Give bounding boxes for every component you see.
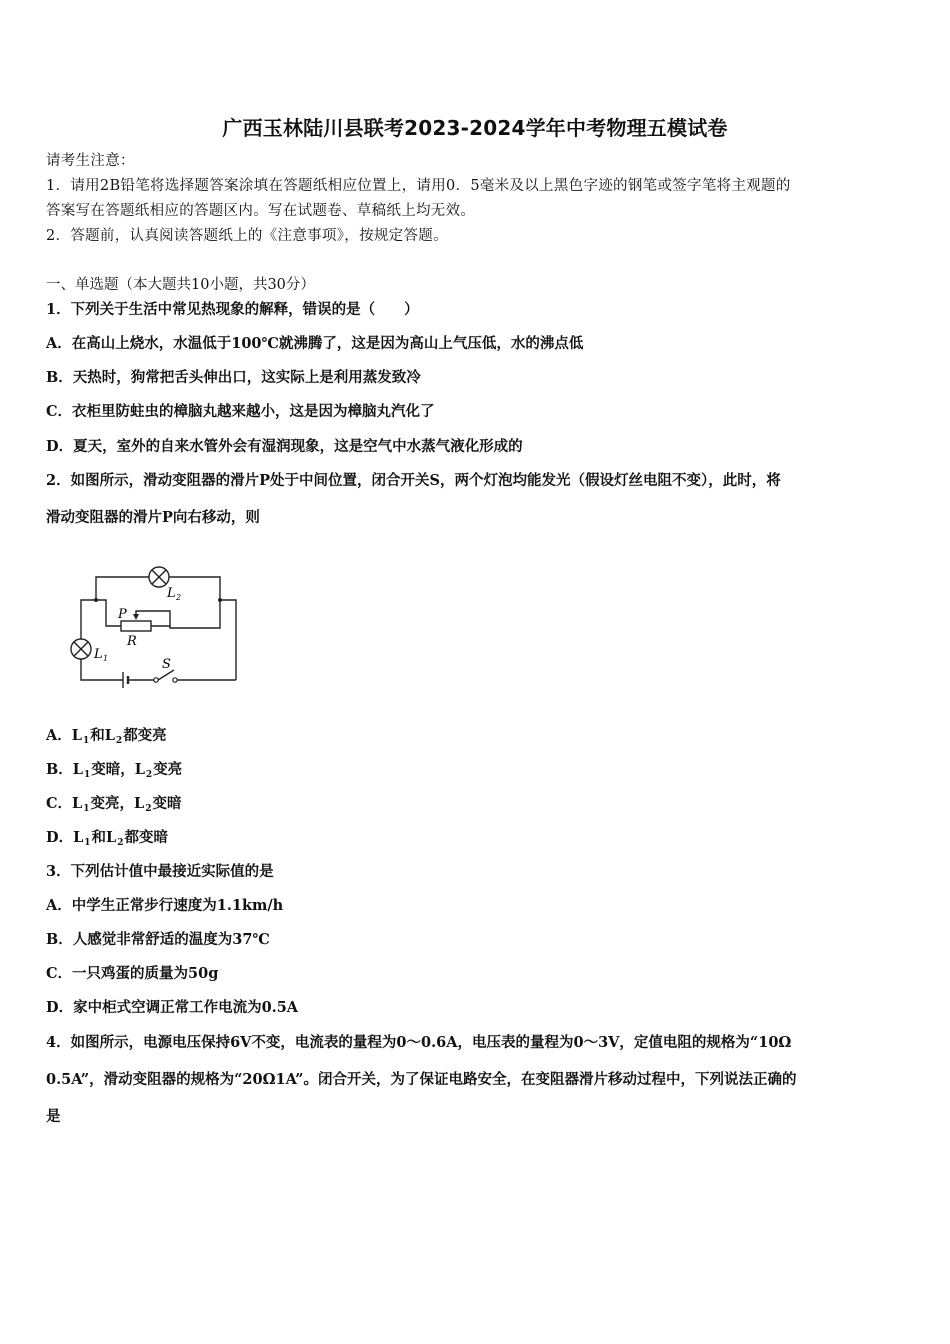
q3-option-b: B．人感觉非常舒适的温度为37℃ [46, 931, 270, 948]
q3-option-d: D．家中柜式空调正常工作电流为0.5A [46, 999, 299, 1016]
slider-arrow-icon [133, 614, 139, 620]
q1-option-a: A．在高山上烧水，水温低于100℃就沸腾了，这是因为高山上气压低，水的沸点低 [46, 335, 584, 352]
notice-line-1: 1．请用2B铅笔将选择题答案涂填在答题纸相应位置上，请用0．5毫米及以上黑色字迹的钢笔或签字笔将主观题的 [46, 178, 791, 194]
page-title: 广西玉林陆川县联考2023-2024学年中考物理五模试卷 [222, 116, 728, 140]
label-p: P [118, 607, 127, 622]
notice-heading: 请考生注意： [46, 153, 135, 169]
q2-option-a: A．$L_1$和$L_2$都变亮 [46, 727, 167, 746]
q3-stem: 3．下列估计值中最接近实际值的是 [46, 863, 274, 880]
q3-option-a: A．中学生正常步行速度为1.1km/h [46, 897, 284, 914]
q1-stem: 1．下列关于生活中常见热现象的解释，错误的是（ ） [46, 301, 419, 318]
q2-option-d: D．$L_1$和$L_2$都变暗 [46, 829, 169, 848]
rheostat-icon [121, 621, 151, 631]
label-r: R [127, 634, 137, 649]
q2-option-c: C．$L_1$变亮，$L_2$变暗 [46, 795, 182, 814]
label-l2-sub: 2 [176, 593, 182, 602]
label-s: S [162, 657, 171, 672]
q4-stem-line-2: 0.5A”，滑动变阻器的规格为“20Ω1A”。闭合开关，为了保证电路安全，在变阻器滑片移动过程中，下列说法正确的 [46, 1071, 797, 1088]
q1-option-b: B．天热时，狗常把舌头伸出口，这实际上是利用蒸发致冷 [46, 369, 421, 386]
label-l1-sub: 1 [103, 654, 109, 663]
q3-option-c: C．一只鸡蛋的质量为50g [46, 965, 219, 982]
q1-option-c: C．衣柜里防蛀虫的樟脑丸越来越小，这是因为樟脑丸汽化了 [46, 403, 435, 420]
q2-stem-line-1: 2．如图所示，滑动变阻器的滑片P处于中间位置，闭合开关S，两个灯泡均能发光（假设灯丝电阻不变），此时，将 [46, 472, 781, 489]
q4-stem-line-3: 是 [46, 1108, 61, 1125]
label-l2: L [167, 586, 176, 601]
circuit-diagram [66, 560, 246, 692]
q2-stem-line-2: 滑动变阻器的滑片P向右移动，则 [46, 509, 260, 526]
label-l1: L [94, 647, 103, 662]
notice-line-2: 答案写在答题纸相应的答题区内。写在试题卷、草稿纸上均无效。 [46, 203, 476, 219]
section-heading: 一、单选题（本大题共10小题，共30分） [46, 277, 315, 293]
q1-option-d: D．夏天，室外的自来水管外会有湿润现象，这是空气中水蒸气液化形成的 [46, 438, 523, 455]
q4-stem-line-1: 4．如图所示，电源电压保持6V不变，电流表的量程为0～0.6A，电压表的量程为0～3V，定值电阻的规格为“10Ω [46, 1034, 792, 1051]
q2-option-b: B．$L_1$变暗，$L_2$变亮 [46, 761, 183, 780]
notice-line-3: 2．答题前，认真阅读答题纸上的《注意事项》，按规定答题。 [46, 228, 448, 244]
